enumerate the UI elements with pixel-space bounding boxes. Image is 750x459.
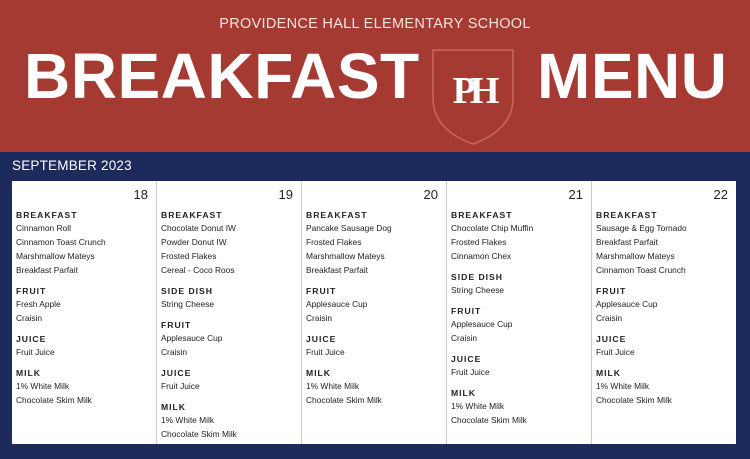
section-heading: BREAKFAST	[161, 210, 223, 220]
menu-item: Craisin	[16, 313, 43, 323]
menu-item: Frosted Flakes	[161, 251, 217, 261]
menu-item: Breakfast Parfait	[306, 265, 368, 275]
menu-item: Marshmallow Mateys	[16, 251, 95, 261]
menu-item: Fruit Juice	[596, 347, 635, 357]
menu-item: Chocolate Skim Milk	[451, 415, 527, 425]
section-heading: JUICE	[596, 334, 627, 344]
school-name: PROVIDENCE HALL ELEMENTARY SCHOOL	[219, 16, 531, 32]
menu-item: Chocolate Skim Milk	[161, 429, 237, 439]
menu-item: Breakfast Parfait	[596, 237, 658, 247]
menu-item: Fruit Juice	[306, 347, 345, 357]
title-menu: MENU	[537, 40, 728, 112]
menu-item: Cinnamon Roll	[16, 223, 71, 233]
section-heading: JUICE	[306, 334, 337, 344]
school-crest-logo	[430, 47, 516, 147]
menu-item: Frosted Flakes	[306, 237, 362, 247]
menu-item: Fruit Juice	[16, 347, 55, 357]
day-number: 19	[278, 187, 293, 202]
menu-item: Fresh Apple	[16, 299, 61, 309]
day-number: 18	[133, 187, 148, 202]
menu-item: 1% White Milk	[161, 415, 215, 425]
menu-item: Cinnamon Chex	[451, 251, 512, 261]
day-column	[157, 181, 302, 444]
section-heading: MILK	[596, 368, 622, 378]
menu-item: 1% White Milk	[596, 381, 650, 391]
menu-item: Powder Donut IW	[161, 237, 227, 247]
menu-item: Marshmallow Mateys	[596, 251, 675, 261]
header-banner	[0, 0, 750, 152]
menu-item: Craisin	[451, 333, 478, 343]
section-heading: FRUIT	[16, 286, 47, 296]
title-breakfast: BREAKFAST	[24, 40, 420, 112]
section-heading: SIDE DISH	[451, 272, 503, 282]
menu-item: Cinnamon Toast Crunch	[16, 237, 106, 247]
menu-item: Fruit Juice	[161, 381, 200, 391]
day-column	[447, 181, 592, 444]
menu-item: Chocolate Skim Milk	[596, 395, 672, 405]
week-grid	[12, 181, 736, 444]
menu-item: Cereal - Coco Roos	[161, 265, 235, 275]
day-number: 21	[568, 187, 583, 202]
menu-item: Applesauce Cup	[451, 319, 513, 329]
section-heading: JUICE	[161, 368, 192, 378]
section-heading: MILK	[451, 388, 477, 398]
day-column	[592, 181, 736, 444]
day-number: 20	[423, 187, 438, 202]
menu-item: Chocolate Donut IW	[161, 223, 236, 233]
day-column	[302, 181, 447, 444]
menu-item: 1% White Milk	[451, 401, 505, 411]
section-heading: FRUIT	[161, 320, 192, 330]
section-heading: JUICE	[451, 354, 482, 364]
menu-item: Sausage & Egg Tornado	[596, 223, 687, 233]
menu-item: Applesauce Cup	[306, 299, 368, 309]
menu-item: Marshmallow Mateys	[306, 251, 385, 261]
section-heading: FRUIT	[306, 286, 337, 296]
menu-item: Pancake Sausage Dog	[306, 223, 392, 233]
menu-item: Craisin	[596, 313, 623, 323]
menu-item: Applesauce Cup	[596, 299, 658, 309]
menu-item: Chocolate Chip Muffin	[451, 223, 534, 233]
menu-item: Craisin	[161, 347, 188, 357]
section-heading: BREAKFAST	[16, 210, 78, 220]
menu-item: Chocolate Skim Milk	[16, 395, 92, 405]
section-heading: MILK	[16, 368, 42, 378]
month-label: SEPTEMBER 2023	[12, 158, 132, 173]
menu-item: Fruit Juice	[451, 367, 490, 377]
menu-item: Breakfast Parfait	[16, 265, 78, 275]
menu-item: Chocolate Skim Milk	[306, 395, 382, 405]
section-heading: FRUIT	[596, 286, 627, 296]
section-heading: MILK	[306, 368, 332, 378]
section-heading: JUICE	[16, 334, 47, 344]
menu-item: 1% White Milk	[306, 381, 360, 391]
menu-item: Applesauce Cup	[161, 333, 223, 343]
section-heading: BREAKFAST	[306, 210, 368, 220]
menu-item: Craisin	[306, 313, 333, 323]
crest-monogram: PH	[452, 70, 494, 112]
section-heading: BREAKFAST	[596, 210, 658, 220]
menu-item: String Cheese	[451, 285, 505, 295]
menu-item: String Cheese	[161, 299, 215, 309]
section-heading: MILK	[161, 402, 187, 412]
section-heading: SIDE DISH	[161, 286, 213, 296]
day-column	[12, 181, 157, 444]
section-heading: BREAKFAST	[451, 210, 513, 220]
menu-item: 1% White Milk	[16, 381, 70, 391]
menu-item: Cinnamon Toast Crunch	[596, 265, 686, 275]
section-heading: FRUIT	[451, 306, 482, 316]
menu-item: Frosted Flakes	[451, 237, 507, 247]
day-number: 22	[713, 187, 728, 202]
